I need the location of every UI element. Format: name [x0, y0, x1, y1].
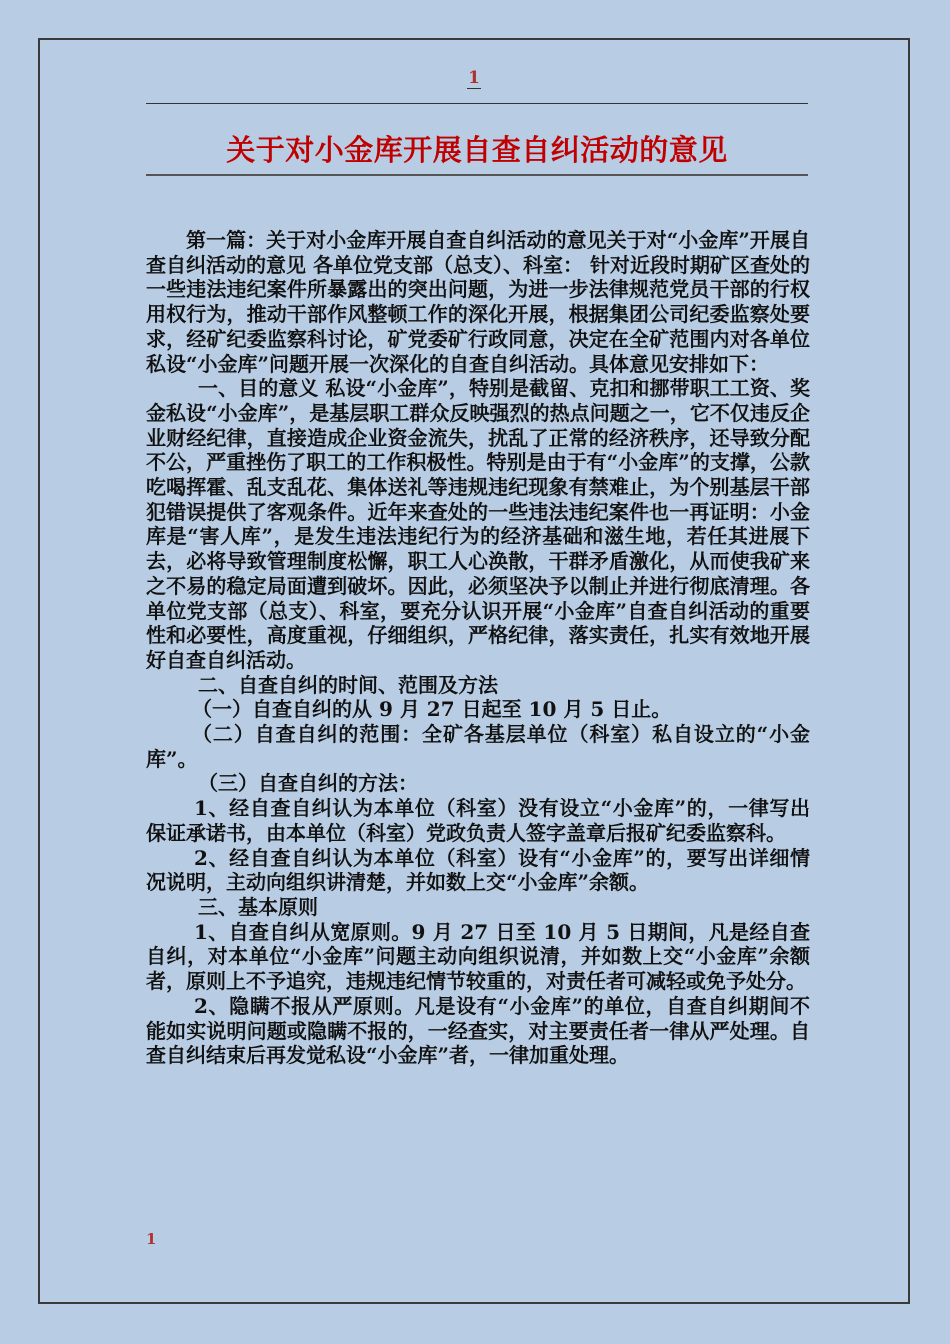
paragraph: （二）自查自纠的范围：全矿各基层单位（科室）私自设立的“小金库”。: [146, 722, 810, 771]
paragraph: 第一篇：关于对小金库开展自查自纠活动的意见关于对“小金库”开展自查自纠活动的意见 各单位党支部（总支）、科室： 针对近段时期矿区查处的一些违法违纪案件所暴露出的突出问题，为进一步法律规范党员干部的行权用权行为，推动干部作风整顿工作的深化开展，根据集团公司纪委监察处要求，经矿纪委监察科讨论，矿党委矿行政同意，决定在全矿范围内对各单位私设“小金库”问题开展一次深化的自查自纠活动。具体意见安排如下：: [146, 228, 810, 376]
title-rule: [146, 174, 808, 176]
paragraph: 二、自查自纠的时间、范围及方法: [198, 672, 498, 697]
paragraph: 1、自查自纠从宽原则。9 月 27 日至 10 月 5 日期间，凡是经自查自纠，对本单位“小金库”问题主动向组织说清，并如数上交“小金库”余额者，原则上不予追究，违规违纪情节较重的，对责任者可减轻或免予处分。: [146, 919, 810, 994]
paragraph: 一、目的意义 私设“小金库”，特别是截留、克扣和挪带职工工资、奖金私设“小金库”，是基层职工群众反映强烈的热点问题之一，它不仅违反企业财经纪律，直接造成企业资金流失，扰乱了正常的经济秩序，还导致分配不公，严重挫伤了职工的工作积极性。特别是由于有“小金库”的支撑，公款吃喝挥霍、乱支乱花、集体送礼等违规违纪现象有禁难止，为个别基层干部犯错误提供了客观条件。近年来查处的一些违法违纪案件也一再证明：小金库是“害人库”，是发生违法违纪行为的经济基础和滋生地，若任其进展下去，必将导致管理制度松懈，职工人心涣散，干群矛盾激化，从而使我矿来之不易的稳定局面遭到破坏。因此，必须坚决予以制止并进行彻底清理。各单位党支部（总支）、科室，要充分认识开展“小金库”自查自纠活动的重要性和必要性，高度重视，仔细组织，严格纪律，落实责任，扎实有效地开展好自查自纠活动。: [146, 376, 810, 672]
footer-page-number: 1: [146, 1230, 157, 1248]
paragraph: （一）自查自纠的从 9 月 27 日起至 10 月 5 日止。: [192, 697, 672, 722]
paragraph: 1、经自查自纠认为本单位（科室）没有设立“小金库”的，一律写出保证承诺书，由本单位（科室）党政负责人签字盖章后报矿纪委监察科。: [146, 796, 810, 845]
header-rule: [146, 103, 808, 104]
document-page: [38, 38, 910, 1304]
document-body: [146, 228, 810, 1068]
paragraph: 2、经自查自纠认为本单位（科室）设有“小金库”的，要写出详细情况说明，主动向组织讲清楚，并如数上交“小金库”余额。: [146, 845, 810, 895]
paragraph: 2、隐瞒不报从严原则。凡是设有“小金库”的单位，自查自纠期间不能如实说明问题或隐瞒不报的，一经查实，对主要责任者一律从严处理。自查自纠结束后再发觉私设“小金库”者，一律加重处理。: [146, 993, 810, 1068]
document-title: 关于对小金库开展自查自纠活动的意见: [226, 133, 728, 167]
header-page-number: 1: [468, 68, 480, 88]
paragraph: （三）自查自纠的方法：: [198, 771, 418, 796]
paragraph: 三、基本原则: [198, 894, 318, 919]
